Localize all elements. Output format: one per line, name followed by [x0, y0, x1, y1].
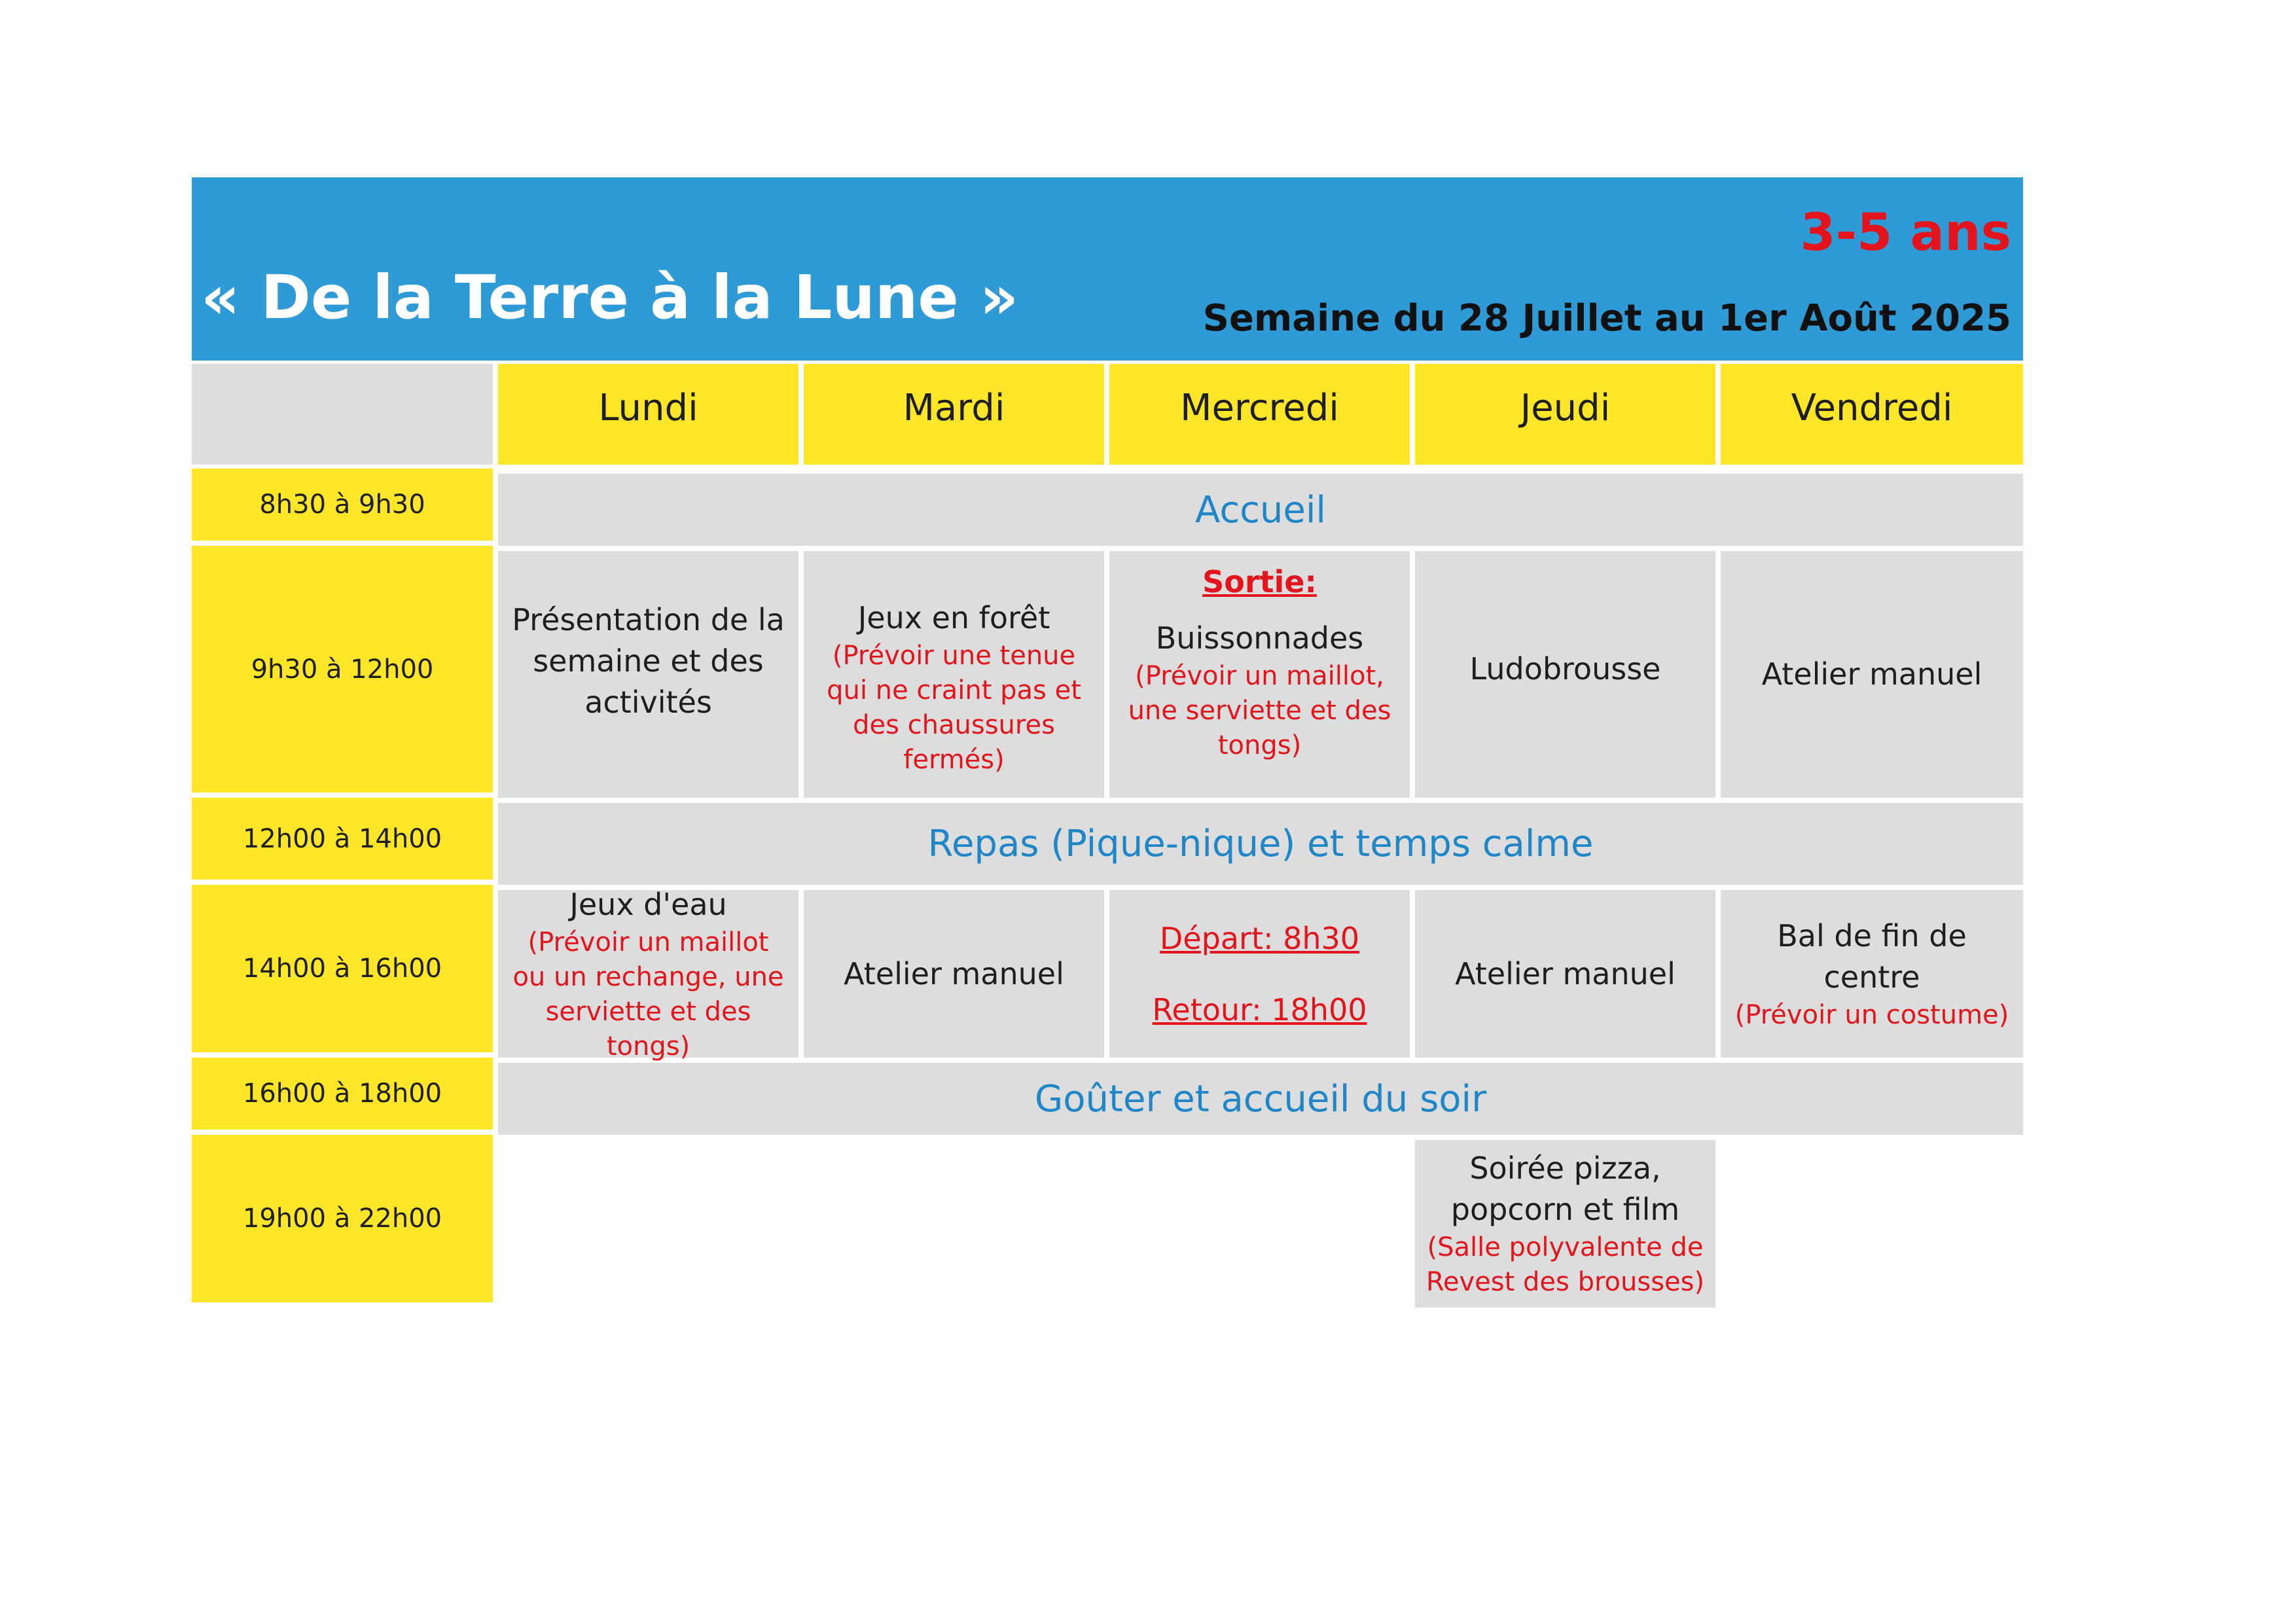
evening-jeudi-text: Soirée pizza, popcorn et film — [1450, 1150, 1680, 1227]
page-title: « De la Terre à la Lune » — [201, 262, 1019, 332]
morning-mardi — [804, 551, 1104, 798]
week-label: Semaine du 28 Juillet au 1er Août 2025 — [1202, 297, 2011, 340]
header-banner — [192, 177, 2023, 361]
morning-jeudi-text: Ludobrousse — [1469, 651, 1661, 687]
lunch-row: Repas (Pique-nique) et temps calme — [498, 803, 2023, 885]
afternoon-lundi — [498, 886, 798, 1061]
time-slot-6: 19h00 à 22h00 — [192, 1135, 493, 1302]
morning-mercredi-note: (Prévoir un maillot, une serviette et des tongs) — [1128, 661, 1391, 760]
day-header-jeudi: Jeudi — [1415, 364, 1715, 465]
evening-jeudi-note: (Salle polyvalente de Revest des brousses) — [1426, 1232, 1705, 1297]
morning-vendredi — [1721, 551, 2023, 798]
afternoon-vendredi-note: (Prévoir un costume) — [1734, 999, 2009, 1030]
gouter-row: Goûter et accueil du soir — [498, 1063, 2023, 1135]
time-slot-4: 14h00 à 16h00 — [192, 885, 493, 1052]
morning-mercredi-label: Sortie: — [1202, 564, 1317, 599]
afternoon-vendredi — [1721, 890, 2023, 1058]
time-slot-2: 9h30 à 12h00 — [192, 546, 493, 793]
day-header-mercredi: Mercredi — [1109, 364, 1410, 465]
accueil-row: Accueil — [498, 474, 2023, 546]
day-header-vendredi: Vendredi — [1721, 364, 2023, 465]
day-header-lundi: Lundi — [498, 364, 798, 465]
morning-lundi — [498, 551, 798, 798]
afternoon-mercredi — [1109, 890, 1410, 1058]
evening-jeudi — [1415, 1140, 1715, 1308]
afternoon-lundi-text: Jeux d'eau — [569, 886, 727, 922]
time-slot-3: 12h00 à 14h00 — [192, 798, 493, 880]
morning-jeudi — [1415, 551, 1715, 798]
afternoon-vendredi-text: Bal de fin de centre — [1777, 918, 1967, 995]
afternoon-mercredi-depart: Départ: 8h30 — [1159, 920, 1360, 956]
morning-vendredi-text: Atelier manuel — [1761, 656, 1982, 692]
afternoon-jeudi-text: Atelier manuel — [1455, 955, 1676, 991]
afternoon-lundi-note: (Prévoir un maillot ou un rechange, une serviette et des tongs) — [512, 927, 784, 1061]
time-slot-1: 8h30 à 9h30 — [192, 469, 493, 541]
morning-mercredi — [1109, 551, 1410, 798]
afternoon-mardi-text: Atelier manuel — [844, 955, 1064, 991]
morning-mardi-note: (Prévoir une tenue qui ne craint pas et des chaussures fermés) — [827, 641, 1081, 775]
day-header-mardi: Mardi — [804, 364, 1104, 465]
morning-lundi-text: Présentation de la semaine et des activités — [512, 602, 785, 720]
morning-mardi-text: Jeux en forêt — [857, 600, 1050, 635]
afternoon-jeudi — [1415, 890, 1715, 1058]
afternoon-mercredi-retour: Retour: 18h00 — [1152, 991, 1367, 1027]
time-slot-5: 16h00 à 18h00 — [192, 1058, 493, 1130]
age-group-label: 3-5 ans — [1800, 204, 2011, 262]
morning-mercredi-text: Buissonnades — [1155, 620, 1364, 656]
corner-cell — [192, 364, 493, 465]
afternoon-mardi — [804, 890, 1104, 1058]
